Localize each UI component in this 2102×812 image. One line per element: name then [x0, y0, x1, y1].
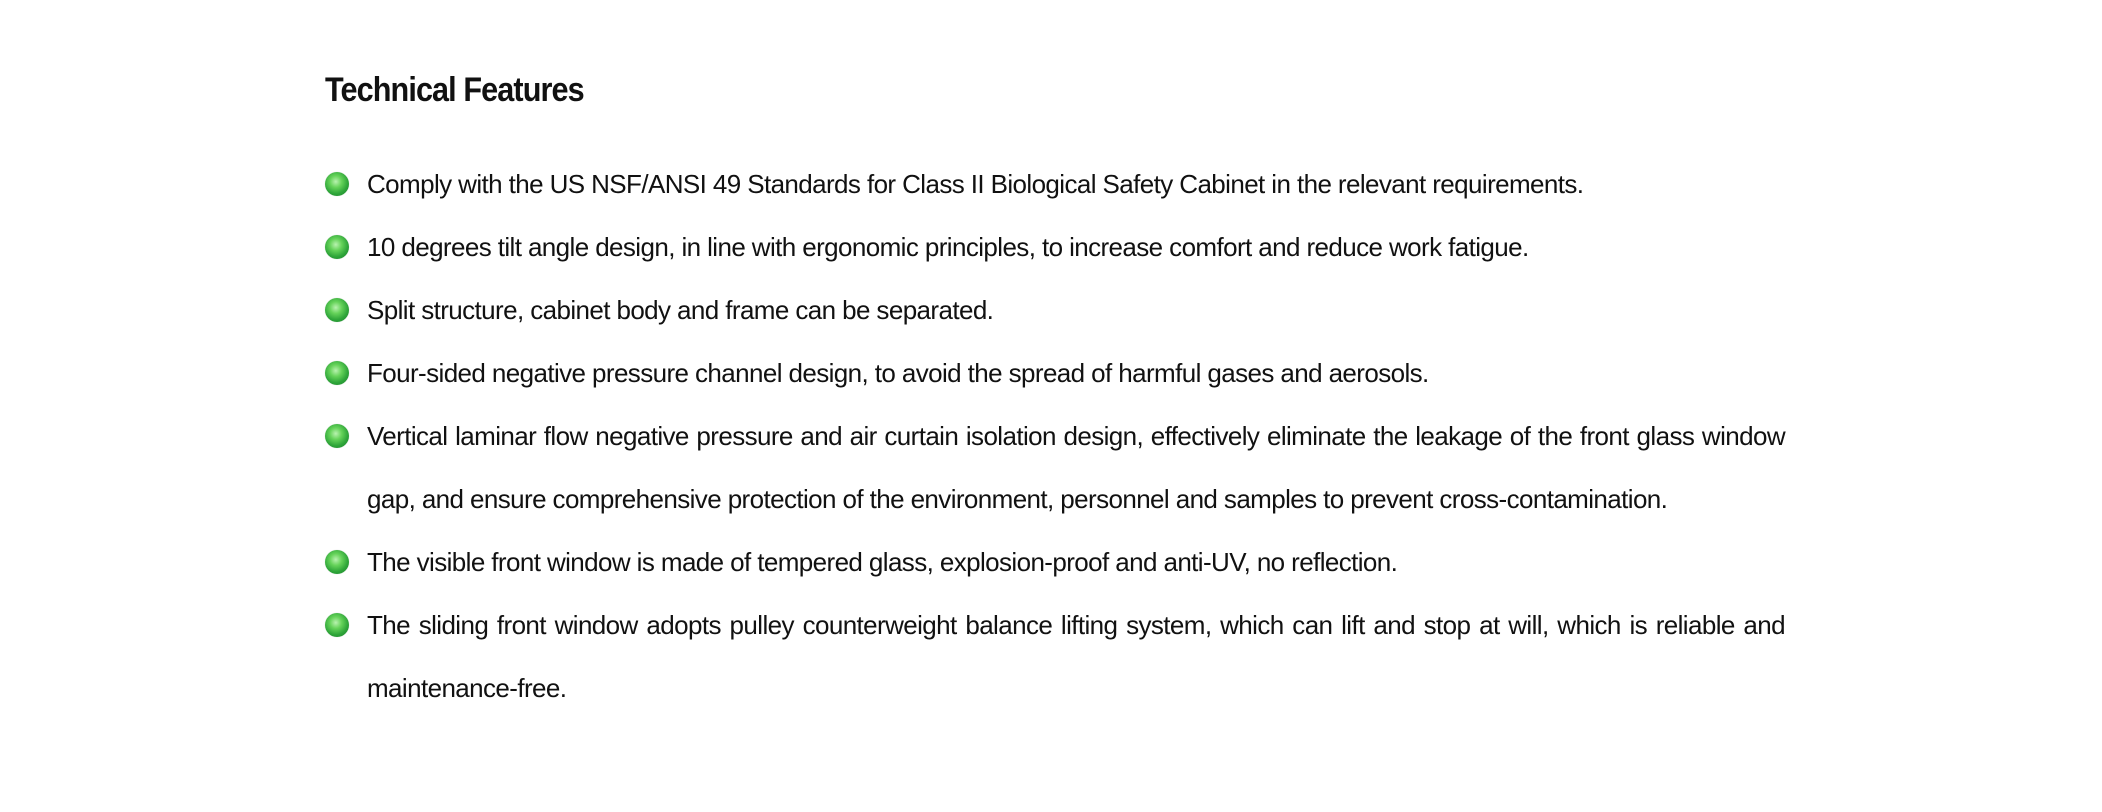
feature-text: 10 degrees tilt angle design, in line with ergonomic principles, to increase comfort and reduce work fatigue.: [367, 231, 1529, 262]
section-title: Technical Features: [325, 71, 584, 109]
feature-item: [325, 216, 1785, 279]
green-dot-icon: [325, 550, 349, 574]
green-dot-icon: [325, 424, 349, 448]
feature-text: The sliding front window adopts pulley counterweight balance lifting system, which can lift and stop at will, which is reliable and maintenance-free.: [367, 609, 1785, 703]
feature-text: Comply with the US NSF/ANSI 49 Standards for Class II Biological Safety Cabinet in the relevant requirements.: [367, 168, 1584, 199]
green-dot-icon: [325, 235, 349, 259]
feature-text: Split structure, cabinet body and frame can be separated.: [367, 294, 994, 325]
feature-item: [325, 405, 1785, 531]
feature-item: [325, 153, 1785, 216]
technical-features-section: [325, 70, 1785, 720]
feature-text: Vertical laminar flow negative pressure and air curtain isolation design, effectively eliminate the leakage of the front glass window gap, and ensure comprehensive protection of the environment, personnel and samples to prevent cross-contamination.: [367, 420, 1785, 514]
feature-item: [325, 279, 1785, 342]
feature-item: [325, 531, 1785, 594]
feature-item: [325, 594, 1785, 720]
green-dot-icon: [325, 298, 349, 322]
green-dot-icon: [325, 361, 349, 385]
feature-list: [325, 153, 1785, 720]
feature-text: Four-sided negative pressure channel design, to avoid the spread of harmful gases and aerosols.: [367, 357, 1429, 388]
green-dot-icon: [325, 172, 349, 196]
feature-text: The visible front window is made of tempered glass, explosion-proof and anti-UV, no reflection.: [367, 546, 1398, 577]
feature-item: [325, 342, 1785, 405]
green-dot-icon: [325, 613, 349, 637]
